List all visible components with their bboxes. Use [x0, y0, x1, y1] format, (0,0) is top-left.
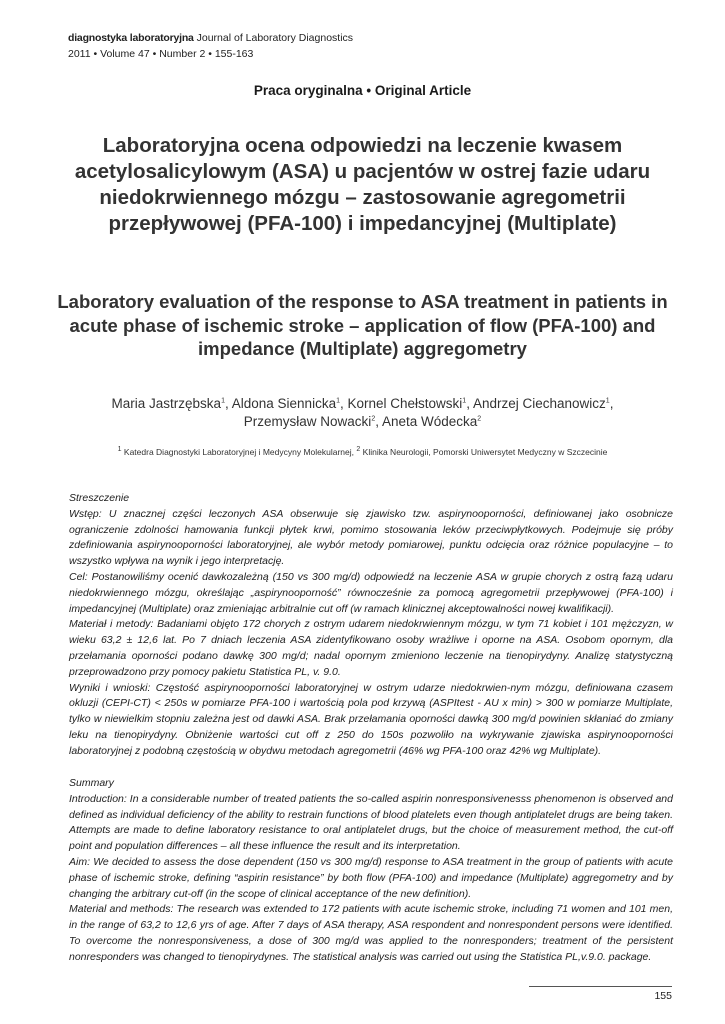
journal-name: diagnostyka laboratoryjna [68, 32, 194, 44]
affiliation-marker: 1 [336, 397, 340, 405]
abstract-english [69, 776, 673, 966]
author-name: Aneta Wódecka [381, 414, 478, 429]
abstract-intro: Wstęp: U znacznej części leczonych ASA obserwuje się zjawisko tzw. aspirynooporności, definiowanej jako osobnicze ograniczenie zdolności hamowania funkcji płytek krwi, pomimo stosowania leków przeciwpłytkowych. Podejmuje się próby zdefiniowania aspirynooporności laboratoryjnej, ale wybór metody pomiarowej, punktu odcięcia oraz różnice populacyjne – to wszystko wpływa na wynik i jego interpretację. [69, 507, 673, 568]
summary-intro: Introduction: In a considerable number of treated patients the so-called aspirin nonresponsivenesss phenomenon is observed and defined as individual deficiency of the ability to restrain functions of blood platelets even though antiplatelet drugs are being taken. Attempts are made to define laboratory resistance to oral antiplatelet drugs, but the choice of measurement method, the cut-off point and population differences – all these influence the result and its interpretation. [69, 792, 673, 853]
summary-methods: Material and methods: The research was extended to 172 patients with acute ischemic stroke, including 71 women and 101 men, in the range of 63,2 to 12,6 yrs of age. After 7 days of ASA therapy, ASA respondent and nonrespondent persons were identified. To overcome the nonresponsiveness, a dose of 300 mg/d was applied to the nonresponders; treatment of the persistent nonresponders was changed to tienopirydynes. The statistical analysis was carried out using the Statistica PL,v.9.0. package. [69, 903, 673, 963]
affiliation-marker: 1 [221, 397, 225, 405]
journal-header [68, 30, 353, 62]
author-name: Aldona Siennicka [231, 396, 337, 411]
affiliation-marker: 1 [605, 397, 610, 405]
abstract-methods: Materiał i metody: Badaniami objęto 172 chorych z ostrym udarem niedokrwiennym mózgu, w tym 71 kobiet i 101 mężczyzn, w wieku 63,2 ± 12,6 lat. Po 7 dniach leczenia ASA zidentyfikowano osoby wrażliwe i oporne na ASA. Osobom opornym, dla przełamania oporności podano dawkę 300 mg/d; nadal opornym zmieniono leczenie na tienopirydyny. Analizę statystyczną przeprowadzono przy pomocy pakietu Statistica PL, v. 9.0. [69, 618, 673, 678]
page-number: 155 [654, 990, 672, 1002]
author-list: Maria Jastrzębska$^1$, Aldona Siennicka$^1$, Kornel Chełstowski$^1$, Andrzej Ciechanowicz$^1$, Przemysław Nowacki$^2$, Aneta Wódecka$^2$ [111, 396, 614, 429]
footer-rule [529, 986, 672, 987]
abstract-aim: Cel: Postanowiliśmy ocenić dawkozależną (150 vs 300 mg/d) odpowiedź na leczenie ASA w grupie chorych z ostrą fazą udaru niedokrwiennego mózgu, określając „aspirynooporność” równocześnie za pomocą agregometrii przepływowej (PFA-100) i impedancyjnej (Multiplate) oraz zmieniając arbitralnie cut off (w ramach klinicznej akceptowalności nowej kwalifikacji). [69, 570, 673, 615]
author-name: Andrzej Ciechanowicz [472, 396, 606, 411]
author-name: Kornel Chełstowski [347, 396, 463, 411]
abstract-polish [69, 491, 673, 760]
author-name: Maria Jastrzębska [111, 396, 222, 411]
affiliation-marker: 1 [462, 397, 467, 405]
journal-title-line [68, 30, 353, 46]
title-english: Laboratory evaluation of the response to ASA treatment in patients in acute phase of ischemic stroke – application of flow (PFA-100) and impedance (Multiplate) aggregometry [57, 291, 668, 359]
affiliation-1: Katedra Diagnostyki Laboratoryjnej i Medycyny Molekularnej, [123, 447, 354, 457]
abstract-results: Wyniki i wnioski: Częstość aspirynooporności laboratoryjnej w ostrym udarze niedokrwien-nym mózgu, definiowana czasem okluzji (CEPI-CT) < 250s w pomiarze PFA-100 i wartością pola pod krzywą (ASPItest - AU x min) > 300 w pomiarze Multiplate, tylko w niewielkim stopniu zależna jest od dawki ASA. Brak przełamania oporności dawką 300 mg/d powinien skłaniać do zmiany leku na tienopirydyny. Obniżenie wartości cut off z 250 do 150s pozwoliło na wykrywanie zjawiska aspirynooporności laboratoryjnej z podobną częstością w obydwu metodach agregometrii (46% wg PFA-100 oraz 42% wg Multiplate). [69, 681, 673, 757]
summary-aim: Aim: We decided to assess the dose dependent (150 vs 300 mg/d) response to ASA treatment in the group of patients with acute phase of ischemic stroke, defining “aspirin resistance” by both flow (PFA-100) and impedance (Multiplate) aggregometry and by changing the arbitrary cut-off (in the scope of clinical acceptance of the new definition). [69, 855, 673, 900]
journal-subtitle: Journal of Laboratory Diagnostics [196, 32, 354, 44]
abstract-heading: Streszczenie [69, 492, 130, 504]
affiliation-marker: 2 [356, 446, 361, 454]
affiliation-marker: 2 [371, 415, 376, 423]
affiliation-marker: 2 [477, 415, 482, 423]
title-polish: Laboratoryjna ocena odpowiedzi na leczenie kwasem acetylosalicylowym (ASA) u pacjentów w ostrej fazie udaru niedokrwiennego mózgu – zastosowanie agregometrii przepływowej (PFA-100) i impedancyjnej (Multiplate) [74, 134, 651, 235]
article-type: Praca oryginalna • Original Article [253, 83, 472, 98]
author-name: Przemysław Nowacki [243, 414, 372, 429]
summary-heading: Summary [69, 777, 114, 789]
affiliation-marker: 1 [117, 446, 122, 454]
issue-info: 2011 • Volume 47 • Number 2 • 155-163 [68, 48, 254, 60]
affiliation-2: Klinika Neurologii, Pomorski Uniwersytet Medyczny w Szczecinie [362, 447, 608, 457]
affiliations [20, 447, 705, 457]
